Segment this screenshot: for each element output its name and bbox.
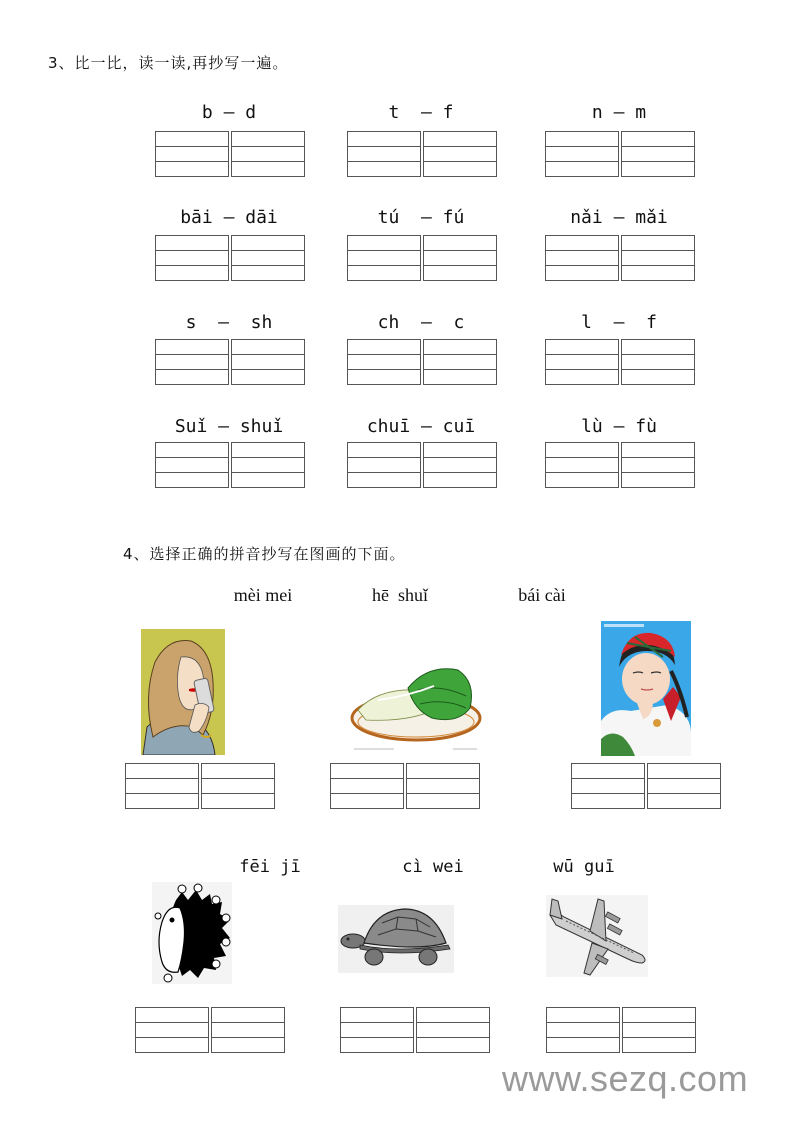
writing-cell[interactable] [231,131,305,177]
hedgehog-image [152,882,232,984]
pair-label: nǎi — mǎi [570,207,668,228]
writing-grid[interactable] [125,763,275,809]
writing-grid[interactable] [347,235,497,281]
writing-cell[interactable] [423,235,497,281]
writing-cell[interactable] [423,339,497,385]
writing-grid[interactable] [545,131,695,177]
writing-cell[interactable] [647,763,721,809]
writing-cell[interactable] [231,235,305,281]
writing-cell[interactable] [125,763,199,809]
writing-cell[interactable] [155,131,229,177]
little-girl-photo-image [601,621,691,756]
writing-grid[interactable] [330,763,480,809]
pair-label: t — f [388,102,454,123]
pinyin-option: cì wei [402,857,464,877]
writing-grid[interactable] [155,442,305,488]
writing-cell[interactable] [545,442,619,488]
writing-cell[interactable] [545,131,619,177]
woman-drinking-water-image [133,627,225,755]
pair-label: s — sh [185,312,273,333]
airplane-image [546,895,648,977]
writing-cell[interactable] [347,442,421,488]
writing-grid[interactable] [545,339,695,385]
writing-cell[interactable] [423,442,497,488]
pinyin-option: hē shuǐ [372,585,428,605]
writing-cell[interactable] [545,235,619,281]
section-4-heading: 4、选择正确的拼音抄写在图画的下面。 [123,545,406,563]
chinese-cabbage-plate-image [348,660,483,755]
pair-label: Suǐ — shuǐ [174,416,284,437]
writing-cell[interactable] [571,763,645,809]
turtle-image [338,905,454,973]
writing-grid[interactable] [545,235,695,281]
writing-cell[interactable] [231,442,305,488]
writing-cell[interactable] [155,442,229,488]
pair-label: n — m [591,102,647,123]
pinyin-option: wū guī [553,857,615,877]
writing-cell[interactable] [347,235,421,281]
writing-grid[interactable] [347,131,497,177]
writing-cell[interactable] [155,339,229,385]
writing-cell[interactable] [546,1007,620,1053]
writing-cell[interactable] [347,339,421,385]
pair-label: lù — fù [581,416,657,437]
writing-cell[interactable] [135,1007,209,1053]
pinyin-option: fēi jī [239,857,301,877]
writing-cell[interactable] [621,442,695,488]
pair-label: b — d [201,102,257,123]
pinyin-option: mèi mei [233,585,293,605]
writing-cell[interactable] [545,339,619,385]
writing-cell[interactable] [347,131,421,177]
writing-cell[interactable] [201,763,275,809]
writing-grid[interactable] [546,1007,696,1053]
writing-grid[interactable] [155,235,305,281]
writing-cell[interactable] [330,763,404,809]
writing-grid[interactable] [135,1007,285,1053]
writing-cell[interactable] [622,1007,696,1053]
pinyin-option: bái cài [518,585,566,605]
writing-cell[interactable] [231,339,305,385]
writing-cell[interactable] [406,763,480,809]
watermark: www.sezq.com [502,1058,749,1099]
writing-cell[interactable] [155,235,229,281]
pair-label: bāi — dāi [180,207,278,228]
writing-grid[interactable] [155,339,305,385]
pair-label: l — f [581,312,657,333]
writing-cell[interactable] [211,1007,285,1053]
writing-grid[interactable] [571,763,721,809]
writing-grid[interactable] [340,1007,490,1053]
writing-cell[interactable] [423,131,497,177]
writing-grid[interactable] [545,442,695,488]
writing-grid[interactable] [347,339,497,385]
writing-cell[interactable] [416,1007,490,1053]
writing-cell[interactable] [621,339,695,385]
writing-cell[interactable] [340,1007,414,1053]
pair-label: tú — fú [377,207,465,228]
writing-cell[interactable] [621,131,695,177]
writing-cell[interactable] [621,235,695,281]
writing-grid[interactable] [347,442,497,488]
writing-grid[interactable] [155,131,305,177]
pair-label: chuī — cuī [366,416,476,437]
section-3-heading: 3、比一比，读一读,再抄写一遍。 [48,54,289,72]
pair-label: ch — c [377,312,465,333]
